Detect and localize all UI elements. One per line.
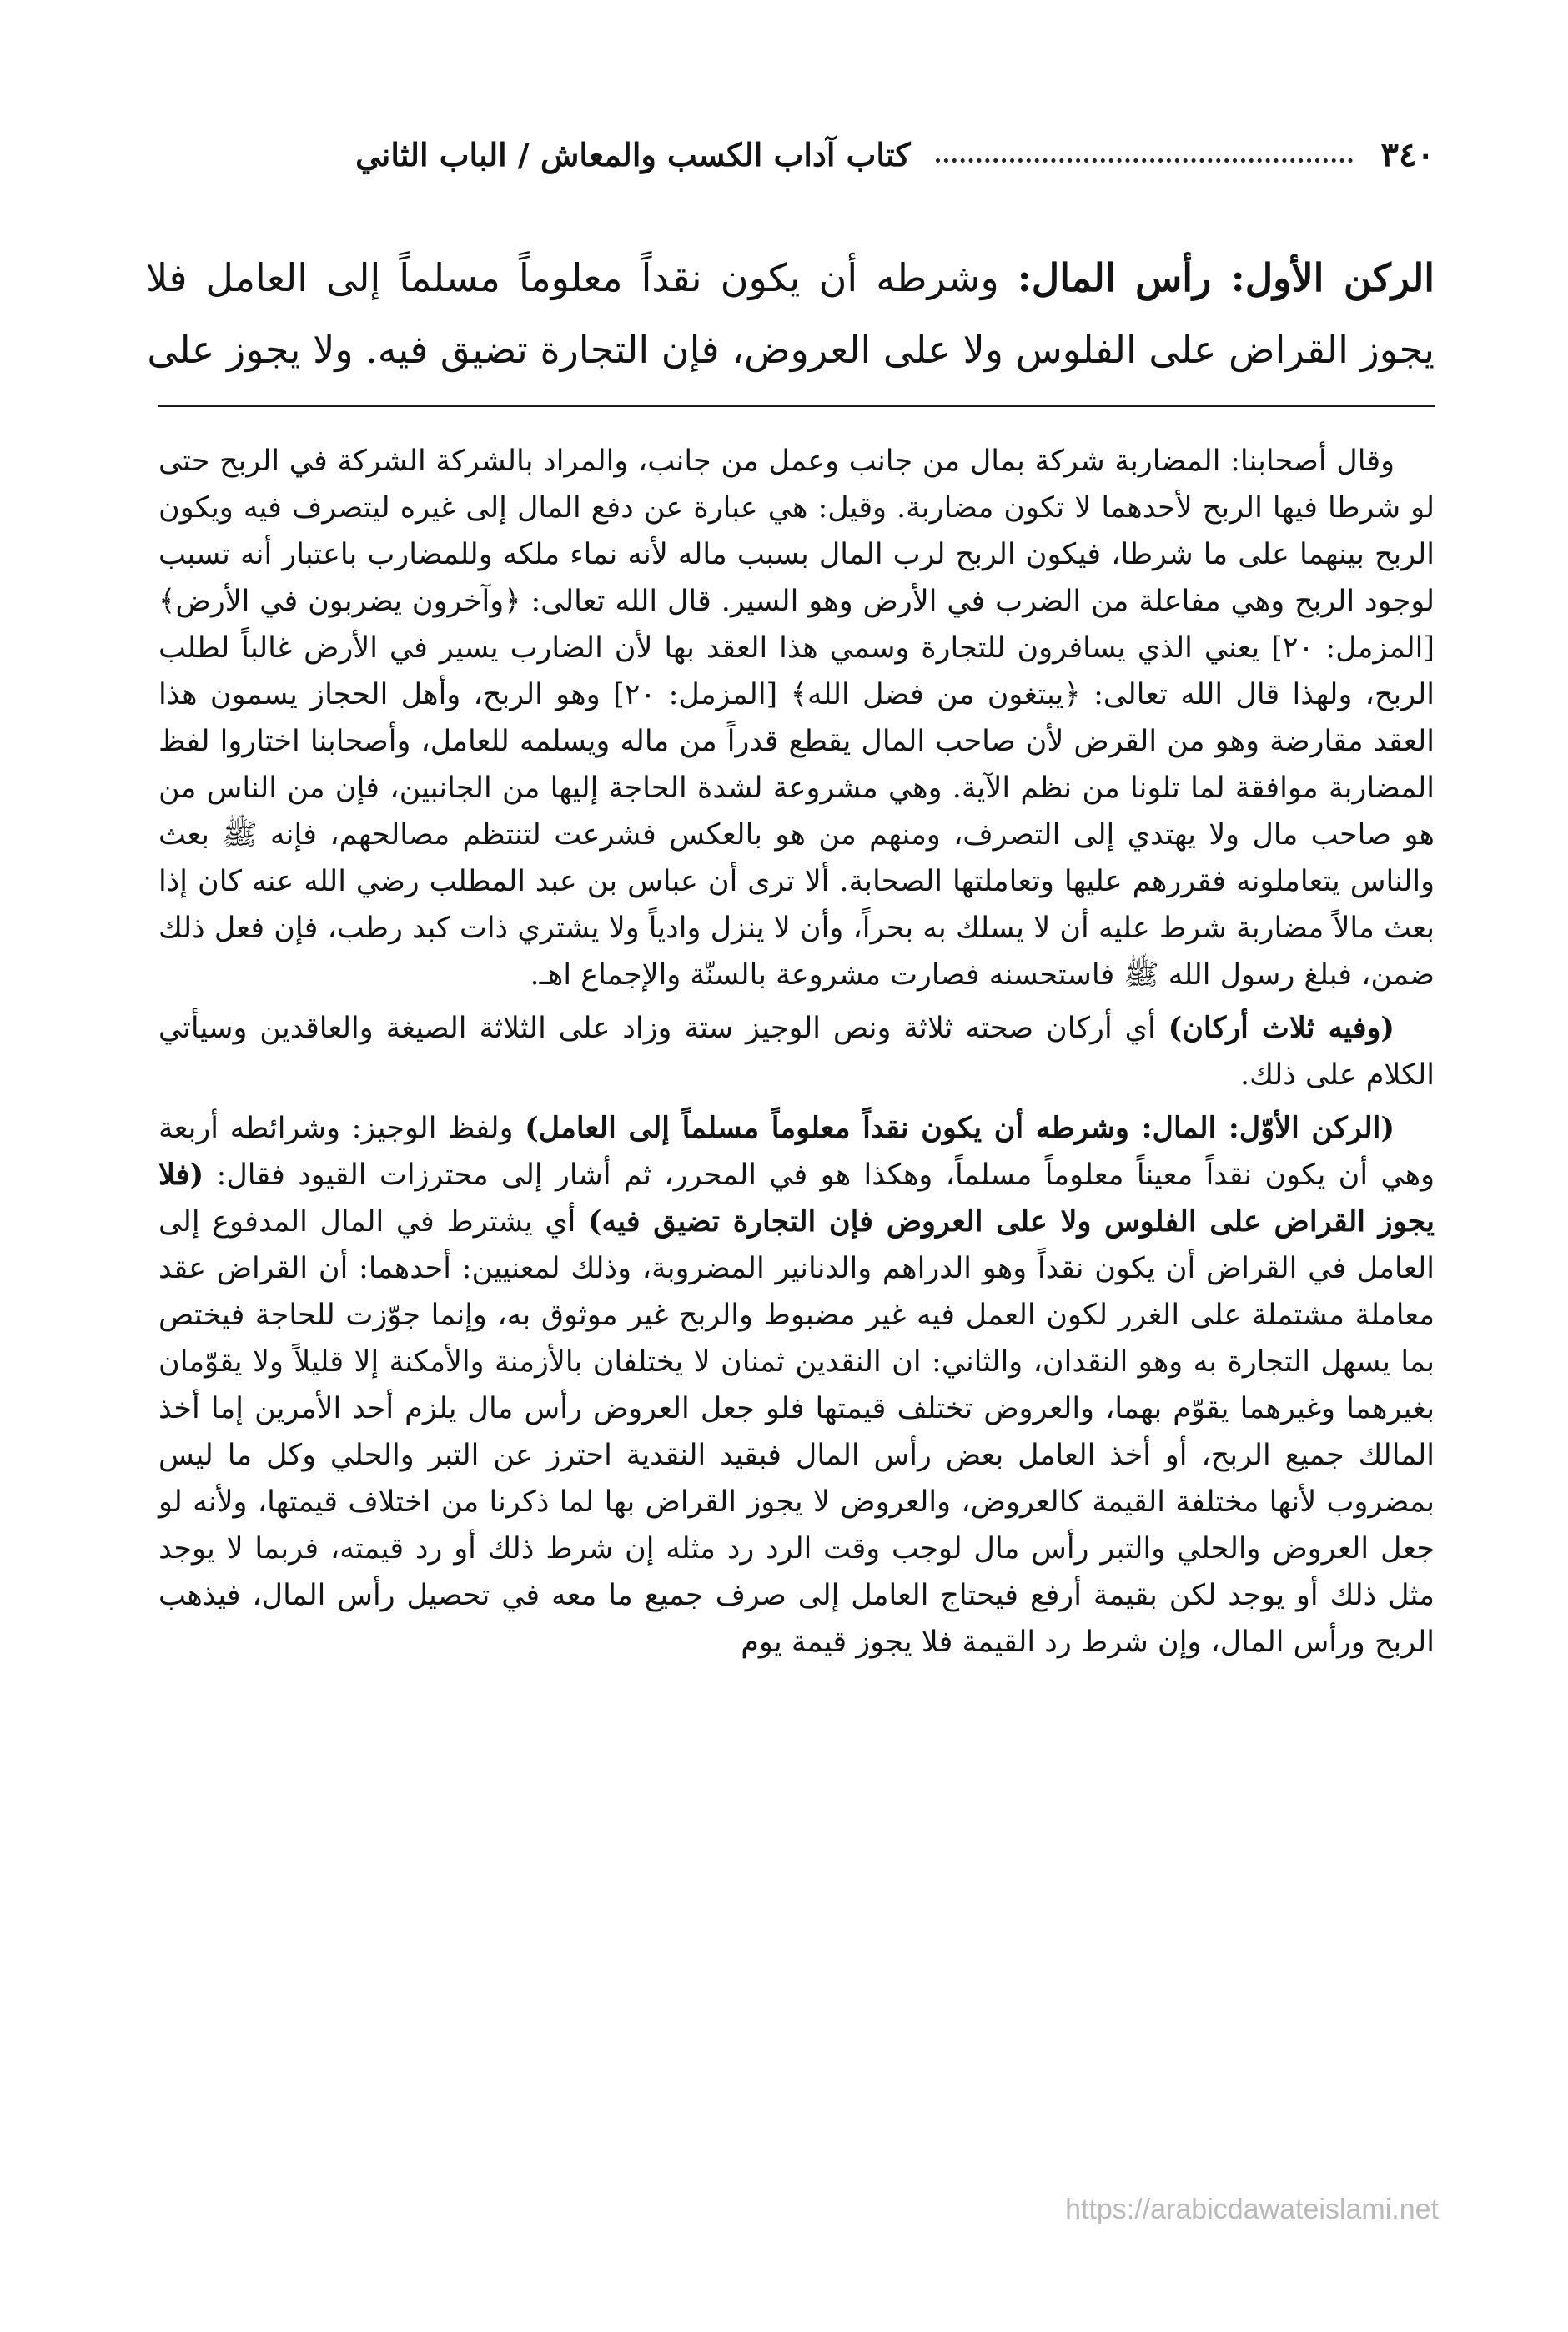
header-dotted-leader (936, 158, 1353, 163)
commentary-quote: (فلا يجوز القراض على الفلوس ولا على العروض فإن التجارة تضيق فيه) (158, 1158, 1435, 1239)
running-header-title: كتاب آداب الكسب والمعاش / الباب الثاني (355, 135, 911, 173)
commentary-paragraph-1: وقال أصحابنا: المضاربة شركة بمال من جانب وعمل من جانب، والمراد بالشركة الشركة في الربح حتى لو شرطا فيها الربح لأحدهما لا تكون مضاربة. وقيل: هي عبارة عن دفع المال إلى غيره ليتصرف فيه ويكون الربح بينهما على ما شرطا، فيكون الربح لرب المال بسبب ماله لأنه نماء ملكه وللمضارب باعتبار أنه تسبب لوجود الربح وهي مفاعلة من الضرب في الأرض وهو السير. قال الله تعالى: ﴿وآخرون يضربون في الأرض﴾ [المزمل: ٢٠] يعني الذي يسافرون للتجارة وسمي هذا العقد بها لأن الضارب يسير في الأرض غالباً لطلب الربح، ولهذا قال الله تعالى: ﴿يبتغون من فضل الله﴾ [المزمل: ٢٠] وهو الربح، وأهل الحجاز يسمون هذا العقد مقارضة وهو من القرض لأن صاحب المال يقطع قدراً من ماله ويسلمه للعامل، وأصحابنا اختاروا لفظ المضاربة موافقة لما تلونا من نظم الآية. وهي مشروعة لشدة الحاجة إليها من الجانبين، فإن من الناس من هو صاحب مال ولا يهتدي إلى التصرف، ومنهم من هو بالعكس فشرعت لتنتظم مصالحهم، فإنه ﷺ بعث والناس يتعاملونه فقررهم عليها وتعاملتها الصحابة. ألا ترى أن عباس بن عبد المطلب رضي الله عنه كان إذا بعث مالاً مضاربة شرط عليه أن لا يسلك به بحراً، وأن لا ينزل وادياً ولا يشتري ذات كبد رطب، فإن فعل ذلك ضمن، فبلغ رسول الله ﷺ فاستحسنه فصارت مشروعة بالسنّة والإجماع اهـ. (158, 445, 1435, 992)
commentary-paragraph-3 (158, 1105, 1435, 1666)
running-header (133, 125, 1435, 183)
commentary-quote: (وفيه ثلاث أركان) (1168, 1011, 1395, 1045)
commentary-paragraph-2 (158, 1005, 1435, 1098)
page-number: ٣٤٠ (1380, 134, 1435, 174)
main-text (146, 242, 1435, 385)
commentary (158, 438, 1435, 1671)
commentary-text: أي أركان صحته ثلاثة ونص الوجيز ستة وزاد على الثلاثة الصيغة والعاقدين وسيأتي الكلام على ذلك. (158, 1012, 1435, 1092)
main-text-body: وشرطه أن يكون نقداً معلوماً مسلماً إلى العامل فلا يجوز القراض على الفلوس ولا على العروض، فإن التجارة تضيق فيه. ولا يجوز على (146, 255, 1435, 372)
text-separator-line (158, 405, 1435, 407)
commentary-quote: (الركن الأوّل: المال: وشرطه أن يكون نقداً معلوماً مسلماً إلى العامل) (525, 1111, 1395, 1145)
watermark-url: https://arabicdawateislami.net (1065, 2194, 1439, 2225)
main-text-lead: الركن الأول: رأس المال: (1017, 255, 1435, 300)
commentary-text: ولفظ الوجيز: وشرائطه أربعة وهي أن يكون نقداً معيناً معلوماً مسلماً، وهكذا هو في المحرر، ثم أشار إلى محترزات القيود فقال: (158, 1112, 1435, 1192)
commentary-text: أي يشترط في المال المدفوع إلى العامل في القراض أن يكون نقداً وهو الدراهم والدنانير المضروبة، وذلك لمعنيين: أحدهما: أن القراض عقد معاملة مشتملة على الغرر لكون العمل فيه غير مضبوط والربح غير موثوق به، وإنما جوّزت للحاجة فيختص بما يسهل التجارة به وهو النقدان، والثاني: ان النقدين ثمنان لا يختلفان بالأزمنة والأمكنة إلا قليلاً ولا يقوّمان بغيرهما وغيرهما يقوّم بهما، والعروض تختلف قيمتها فلو جعل العروض رأس مال يلزم أحد الأمرين إما أخذ المالك جميع الربح، أو أخذ العامل بعض رأس المال فبقيد النقدية احترز عن التبر والحلي وكل ما ليس بمضروب لأنها مختلفة القيمة كالعروض، والعروض لا يجوز القراض بها لما ذكرنا من اختلاف قيمتها، ولأنه لو جعل العروض والحلي والتبر رأس مال لوجب وقت الرد رد مثله إن شرط ذلك أو رد قيمته، فربما لا يوجد مثل ذلك أو يوجد لكن بقيمة أرفع فيحتاج العامل إلى صرف جميع ما معه في تحصيل رأس المال، فيذهب الربح ورأس المال، وإن شرط رد القيمة فلا يجوز قيمة يوم (158, 1205, 1435, 1659)
